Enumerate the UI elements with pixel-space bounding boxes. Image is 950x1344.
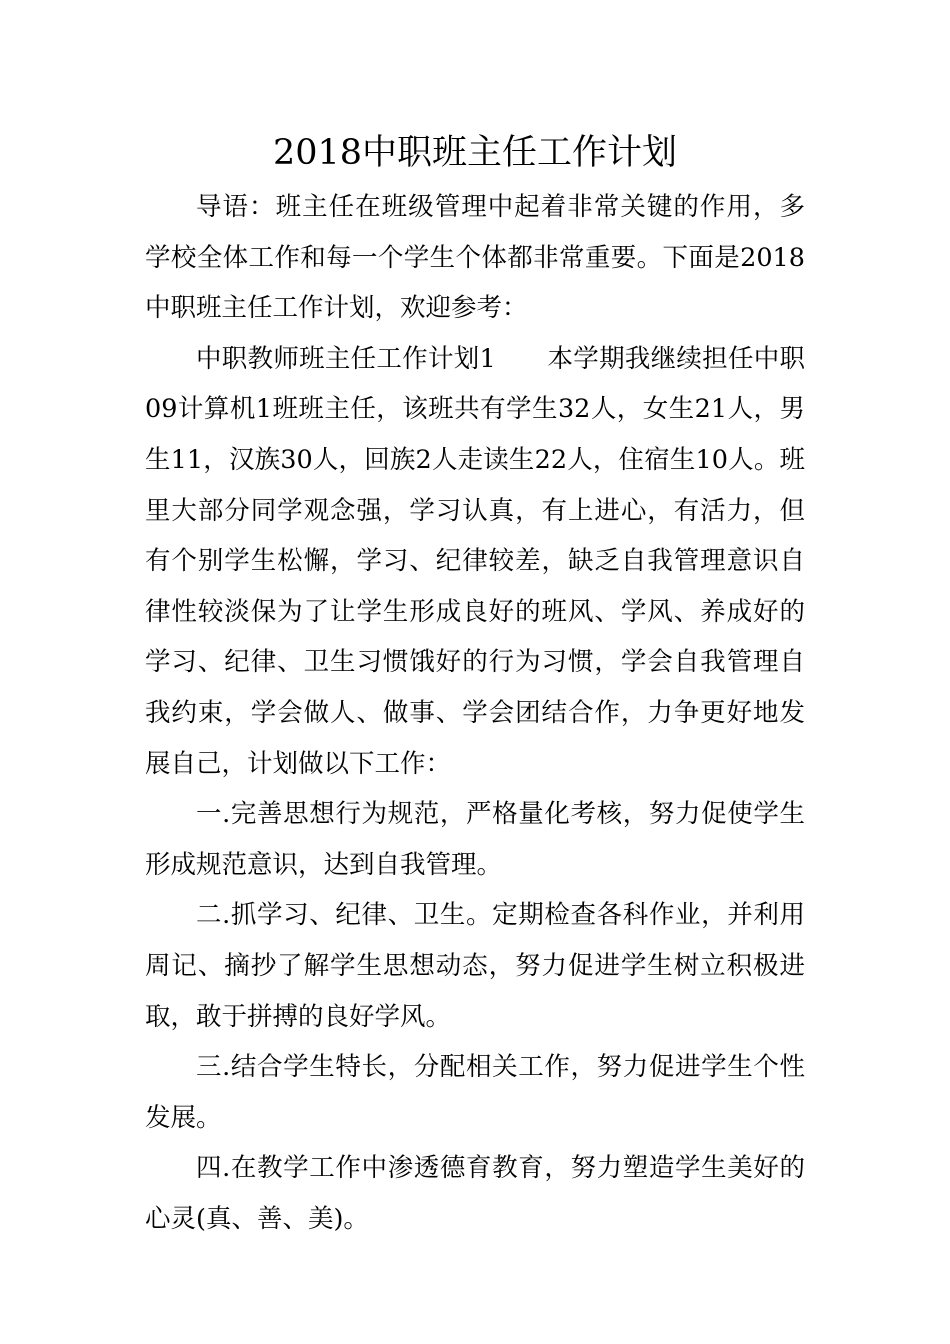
plan-item-4: 四.在教学工作中渗透德育教育，努力塑造学生美好的心灵(真、善、美)。 [145, 1153, 805, 1234]
plan-item-3: 三.结合学生特长，分配相关工作，努力促进学生个性发展。 [145, 1052, 805, 1133]
plan-item-2: 二.抓学习、纪律、卫生。定期检查各科作业，并利用周记、摘抄了解学生思想动态，努力促进学生树立积极进取，敢于拼搏的良好学风。 [145, 900, 805, 1032]
intro-paragraph: 导语：班主任在班级管理中起着非常关键的作用，多学校全体工作和每一个学生个体都非常重要。下面是2018中职班主任工作计划，欢迎参考： [145, 192, 805, 324]
plan-item-1: 一.完善思想行为规范，严格量化考核，努力促使学生形成规范意识，达到自我管理。 [145, 799, 805, 880]
class-overview-paragraph: 中职教师班主任工作计划1 本学期我继续担任中职09计算机1班班主任，该班共有学生32人，女生21人，男生11，汉族30人，回族2人走读生22人，住宿生10人。班里大部分同学观念强，学习认真，有上进心，有活力，但有个别学生松懈，学习、纪律较差，缺乏自我管理意识自律性较淡保为了让学生形成良好的班风、学风、养成好的学习、纪律、卫生习惯饿好的行为习惯，学会自我管理自我约束，学会做人、做事、学会团结合作，力争更好地发展自己，计划做以下工作： [145, 343, 805, 779]
document-title: 2018中职班主任工作计划 [272, 133, 678, 173]
document-body [145, 182, 805, 1244]
